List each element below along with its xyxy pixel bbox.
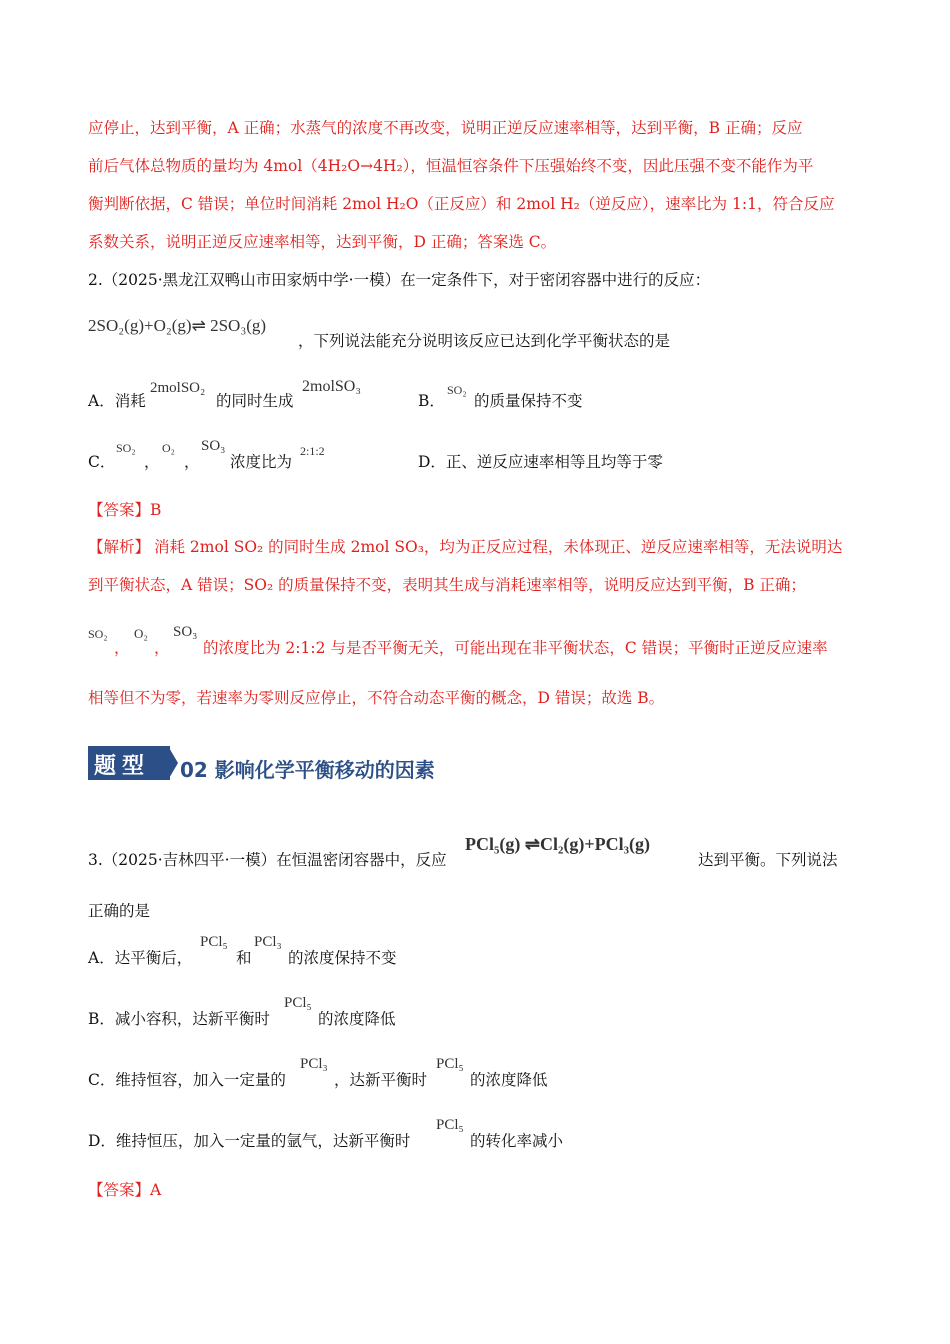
- q3-option-d-formula: PCl₅: [436, 1117, 464, 1133]
- option-b-formula: SO₂: [447, 383, 467, 397]
- analysis-comma-2: ，: [154, 639, 170, 657]
- option-c-formula-3: SO₃: [201, 438, 226, 454]
- question-2-answer: 【答案】B: [88, 501, 162, 519]
- q3-option-c-middle: ，达新平衡时: [334, 1071, 428, 1089]
- q3-option-c-formula-2: PCl₅: [436, 1056, 464, 1072]
- explanation-line-1: 应停止，达到平衡，A 正确；水蒸气的浓度不再改变，说明正逆反应速率相等，达到平衡，B 正确；反应: [88, 119, 803, 137]
- section-badge-label: 题型: [94, 754, 151, 779]
- question-3-stem-line-2: 正确的是: [88, 902, 151, 920]
- option-c-comma-1: ，: [144, 453, 160, 471]
- analysis-formula-3: SO₃: [173, 624, 198, 640]
- analysis-label: 【解析】: [88, 538, 151, 556]
- option-c-ratio: 2:1:2: [300, 444, 325, 458]
- q3-option-b-prefix: B．减小容积，达新平衡时: [88, 1010, 270, 1028]
- analysis-line-2: 到平衡状态，A 错误；SO₂ 的质量保持不变，表明其生成与消耗速率相等，说明反应达到平衡，B 正确；: [88, 576, 806, 594]
- analysis-formula-2: O₂: [134, 626, 148, 641]
- question-2-stem: 2.（2025·黑龙江双鸭山市田家炳中学·一模）在一定条件下，对于密闭容器中进行的反应：: [88, 271, 711, 289]
- question-3-equation: PCl₅(g) ⇌Cl₂(g)+PCl₃(g): [465, 834, 650, 854]
- q3-option-a-formula-2: PCl₃: [254, 934, 282, 950]
- q3-option-d-text: 的转化率减小: [470, 1132, 564, 1150]
- option-c-middle: 浓度比为: [230, 453, 293, 471]
- analysis-comma-1: ，: [114, 639, 130, 657]
- q3-option-a-text: 的浓度保持不变: [288, 949, 397, 967]
- q3-option-a-prefix: A．达平衡后，: [88, 949, 193, 967]
- option-d: D．正、逆反应速率相等且均等于零: [418, 453, 663, 471]
- q3-option-d-prefix: D．维持恒压，加入一定量的氩气，达新平衡时: [88, 1132, 411, 1150]
- option-a-formula-1: 2molSO₂: [150, 380, 206, 396]
- option-c-comma-2: ，: [184, 453, 200, 471]
- question-3-stem: 3.（2025·吉林四平·一模）在恒温密闭容器中，反应: [88, 851, 447, 869]
- section-badge: [88, 744, 184, 782]
- explanation-line-3: 衡判断依据，C 错误；单位时间消耗 2mol H₂O（正反应）和 2mol H₂（逆反应），速率比为 1:1，符合反应: [88, 195, 835, 213]
- question-2-stem-continued: ，下列说法能充分说明该反应已达到化学平衡状态的是: [298, 332, 671, 350]
- q3-option-b-formula: PCl₅: [284, 995, 312, 1011]
- question-2-equation: 2SO₂(g)+O₂(g)⇌ 2SO₃(g): [88, 316, 267, 335]
- analysis-line-4: 相等但不为零，若速率为零则反应停止，不符合动态平衡的概念，D 错误；故选 B。: [88, 689, 665, 707]
- analysis-line-3: 的浓度比为 2:1:2 与是否平衡无关，可能出现在非平衡状态，C 错误；平衡时正逆反应速率: [203, 639, 828, 657]
- option-a-formula-2: 2molSO₃: [302, 378, 361, 395]
- q3-option-c-prefix: C．维持恒容，加入一定量的: [88, 1071, 286, 1089]
- option-b-prefix: B．: [418, 392, 445, 410]
- section-title: 02 影响化学平衡移动的因素: [180, 758, 435, 782]
- q3-option-b-text: 的浓度降低: [318, 1010, 396, 1028]
- question-3-stem-continued: 达到平衡。下列说法: [698, 851, 838, 869]
- option-a-prefix: A．消耗: [88, 392, 146, 410]
- option-c-formula-2: O₂: [162, 441, 175, 455]
- q3-option-a-formula-1: PCl₅: [200, 934, 228, 950]
- q3-option-a-middle: 和: [236, 949, 252, 967]
- q3-option-c-formula-1: PCl₃: [300, 1056, 328, 1072]
- question-3-answer: 【答案】A: [88, 1181, 162, 1199]
- option-a-middle: 的同时生成: [216, 392, 294, 410]
- explanation-line-4: 系数关系，说明正逆反应速率相等，达到平衡，D 正确；答案选 C。: [88, 233, 557, 251]
- option-c-formula-1: SO₂: [116, 441, 136, 455]
- q3-option-c-text: 的浓度降低: [470, 1071, 548, 1089]
- option-b-text: 的质量保持不变: [474, 392, 583, 410]
- option-c-prefix: C．: [88, 453, 116, 471]
- explanation-line-2: 前后气体总物质的量均为 4mol（4H₂O→4H₂），恒温恒容条件下压强始终不变，因此压强不变不能作为平: [88, 157, 814, 175]
- analysis-formula-1: SO₂: [88, 627, 108, 641]
- analysis-line-1: 消耗 2mol SO₂ 的同时生成 2mol SO₃，均为正反应过程，未体现正、逆反应速率相等，无法说明达: [154, 538, 843, 556]
